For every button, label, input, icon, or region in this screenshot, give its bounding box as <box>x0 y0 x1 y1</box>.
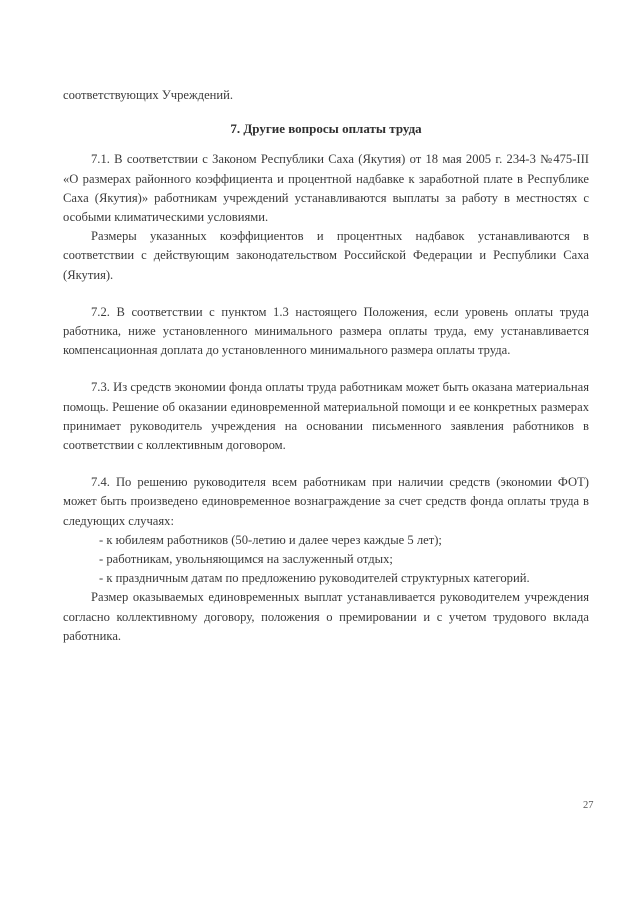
list-item: - к праздничным датам по предложению руководителей структурных категорий. <box>99 571 530 586</box>
intro-line: соответствующих Учреждений. <box>63 88 234 102</box>
document-body <box>63 86 589 646</box>
section-title: 7. Другие вопросы оплаты труда <box>230 121 422 137</box>
paragraph-7-4-continuation: Размер оказываемых единовременных выплат устанавливается руководителем учреждения согласно коллективному договору, положения о премировании и с учетом трудового вклада работника. <box>63 590 589 643</box>
paragraph-7-4: 7.4. По решению руководителя всем работникам при наличии средств (экономии ФОТ) может быть произведено единовременное вознаграждение за счет средств фонда оплаты труда в следующих случаях: <box>63 475 589 528</box>
page-number: 27 <box>583 800 594 811</box>
paragraph-7-3: 7.3. Из средств экономии фонда оплаты труда работникам может быть оказана материальная помощь. Решение об оказании единовременной материальной помощи и ее конкретных размерах принимает руководитель учреждения на основании письменного заявления работников в соответствии с коллективным договором. <box>63 380 589 453</box>
list-7-4 <box>63 531 589 589</box>
list-item: - работникам, увольняющимся на заслуженный отдых; <box>99 552 393 567</box>
list-item: - к юбилеям работников (50-летию и далее через каждые 5 лет); <box>99 532 442 547</box>
paragraph-7-1-continuation: Размеры указанных коэффициентов и процентных надбавок устанавливаются в соответствии с действующим законодательством Российской Федерации и Республики Саха (Якутия). <box>63 229 589 282</box>
paragraph-7-1: 7.1. В соответствии с Законом Республики Саха (Якутия) от 18 мая 2005 г. 234-3 №475-III «О размерах районного коэффициента и процентной надбавке к заработной плате в Республике Саха (Якутия)» работникам учреждений устанавливаются выплаты за работу в местностях с особыми климатическими условиями. <box>63 152 589 225</box>
paragraph-7-2: 7.2. В соответствии с пунктом 1.3 настоящего Положения, если уровень оплаты труда работника, ниже установленного минимального размера оплаты труда, ему устанавливается компенсационная доплата до установленного минимального размера оплаты труда. <box>63 304 589 358</box>
